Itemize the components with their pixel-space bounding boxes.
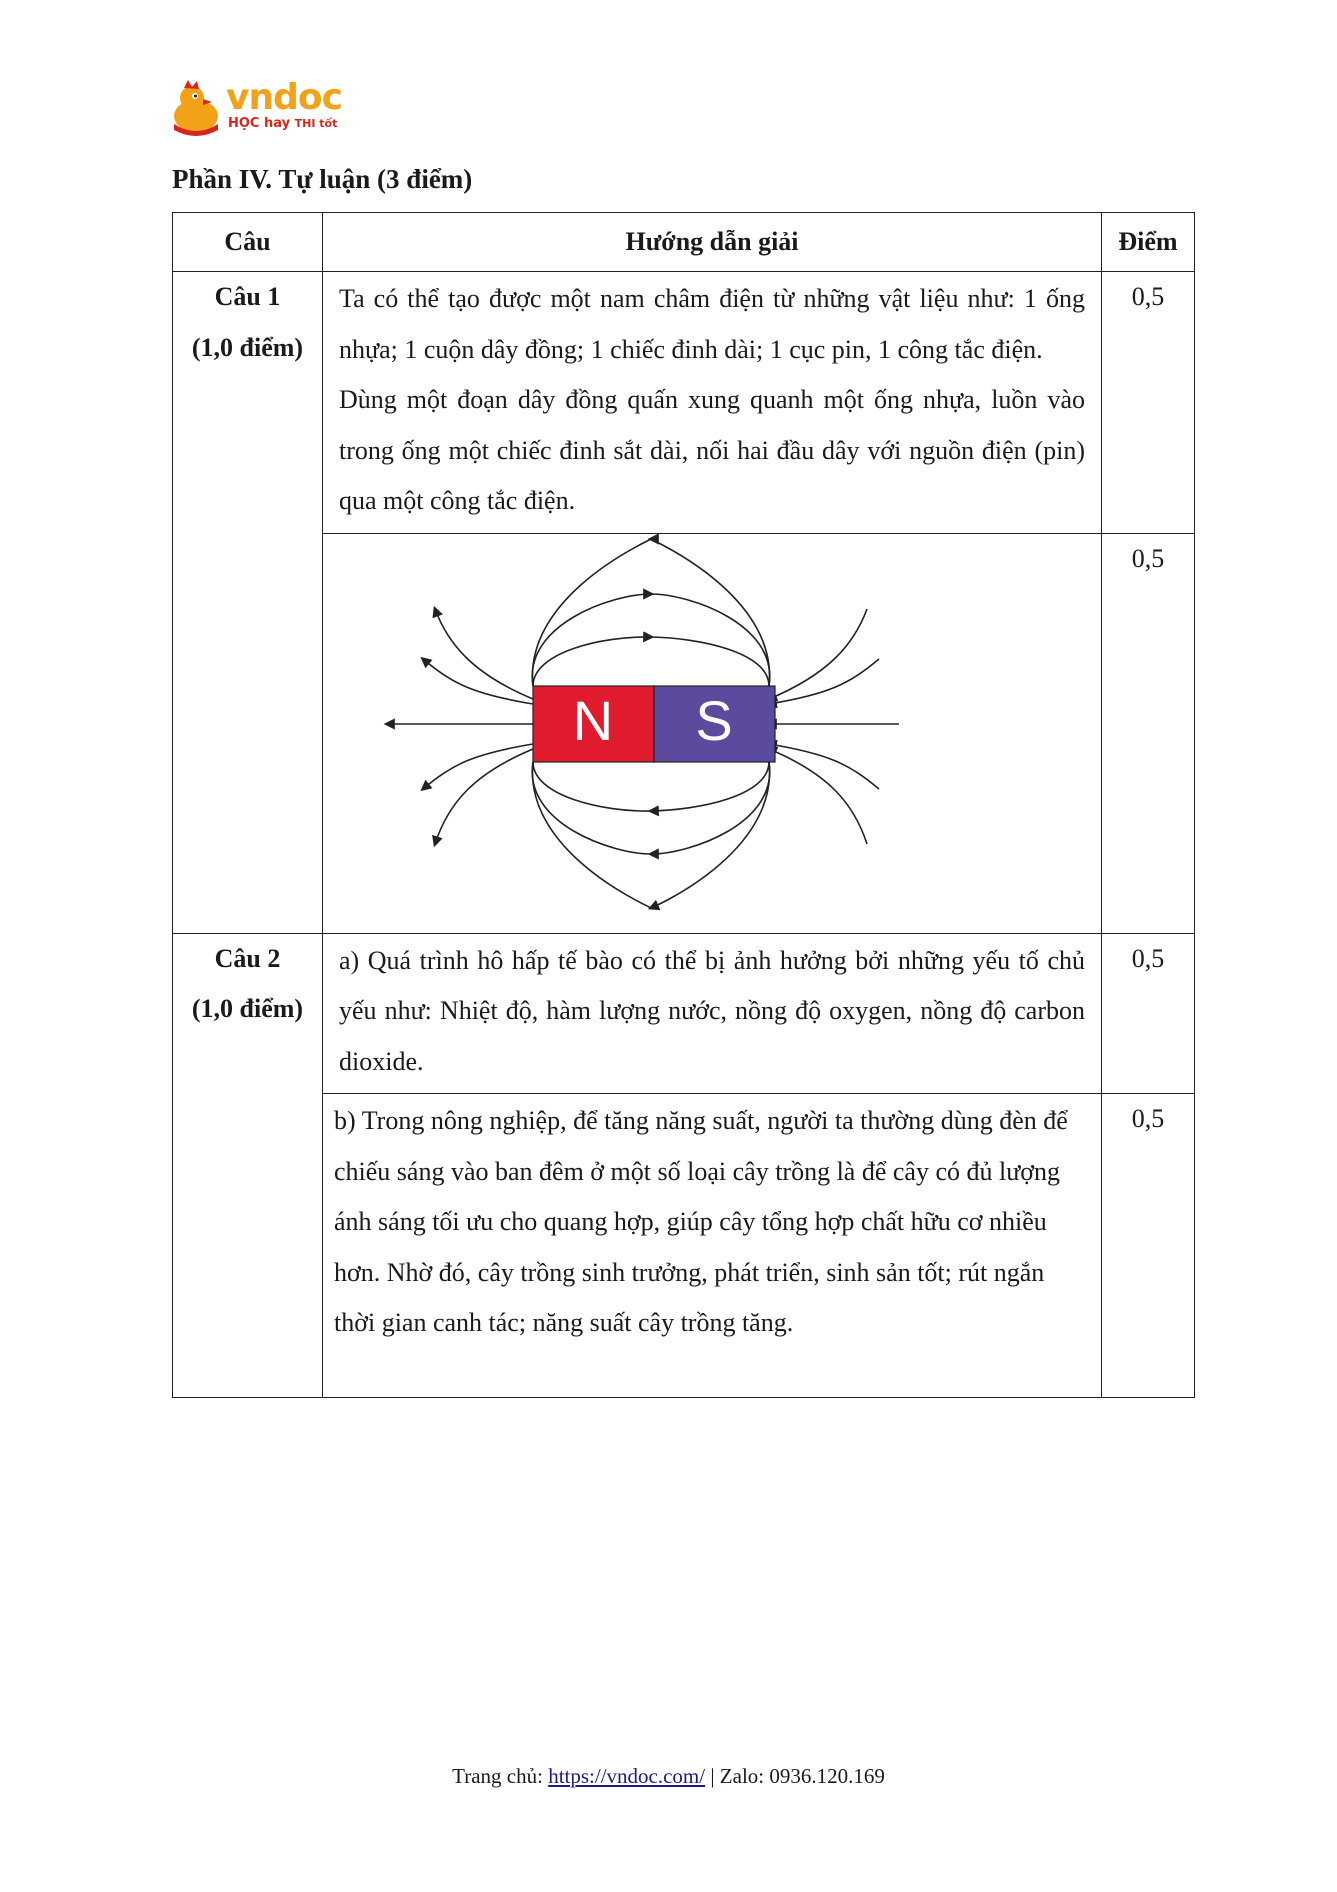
q2-row-b xyxy=(173,1094,1195,1398)
magnet-figure-cell xyxy=(323,533,1102,933)
section-title: Phần IV. Tự luận (3 điểm) xyxy=(172,164,473,194)
q1-answer-cell xyxy=(323,272,1102,534)
header-points: Điểm xyxy=(1102,213,1195,272)
magnetic-field-diagram xyxy=(323,534,1101,933)
q2-points-a: 0,5 xyxy=(1102,933,1195,1094)
q1-points-b: 0,5 xyxy=(1102,533,1195,933)
page-footer xyxy=(0,1763,1337,1789)
table-header-row xyxy=(173,213,1195,272)
vndoc-logo[interactable] xyxy=(170,78,350,138)
magnet-south-label: S xyxy=(695,688,733,752)
q2-points-total: (1,0 điểm) xyxy=(191,994,304,1023)
logo-tagline-tail: THI tốt xyxy=(294,117,338,130)
footer-prefix: Trang chủ: xyxy=(452,1764,549,1788)
logo-tagline-main: HỌC hay xyxy=(228,116,291,131)
q1-row-a xyxy=(173,272,1195,534)
q2-answer-a: a) Quá trình hô hấp tế bào có thể bị ảnh hưởng bởi những yếu tố chủ yếu như: Nhiệt độ, hàm lượng nước, nồng độ oxygen, nồng độ carbon dioxide. xyxy=(323,933,1102,1094)
q1-points-a: 0,5 xyxy=(1102,272,1195,534)
answer-table xyxy=(172,212,1195,1398)
q2-label-cell xyxy=(173,933,323,1398)
logo-tagline xyxy=(228,116,337,132)
mascot-icon xyxy=(170,80,222,136)
q1-label-cell xyxy=(173,272,323,934)
q1-answer-p2: Dùng một đoạn dây đồng quấn xung quanh một ống nhựa, luồn vào trong ống một chiếc đinh sắt dài, nối hai đầu dây với nguồn điện (pin) qua một công tắc điện. xyxy=(339,385,1085,515)
header-question: Câu xyxy=(173,213,323,272)
q1-answer-p1: Ta có thể tạo được một nam châm điện từ những vật liệu như: 1 ống nhựa; 1 cuộn dây đồng; 1 chiếc đinh dài; 1 cục pin, 1 công tắc điện. xyxy=(339,284,1085,364)
q1-label: Câu 1 xyxy=(214,282,281,311)
logo-brand: vndoc xyxy=(226,77,342,118)
header-guide: Hướng dẫn giải xyxy=(323,213,1102,272)
q2-answer-b: b) Trong nông nghiệp, để tăng năng suất, người ta thường dùng đèn để chiếu sáng vào ban đêm ở một số loại cây trồng là để cây có đủ lượng ánh sáng tối ưu cho quang hợp, giúp cây tổng hợp chất hữu cơ nhiều hơn. Nhờ đó, cây trồng sinh trưởng, phát triển, sinh sản tốt; rút ngắn thời gian canh tác; năng suất cây trồng tăng. xyxy=(323,1094,1102,1398)
q2-points-b: 0,5 xyxy=(1102,1094,1195,1398)
q1-row-b xyxy=(173,533,1195,933)
magnet-north-label: N xyxy=(572,688,614,752)
q2-label: Câu 2 xyxy=(214,943,281,973)
homepage-link[interactable]: https://vndoc.com/ xyxy=(548,1764,706,1788)
q2-row-a xyxy=(173,933,1195,1094)
footer-suffix: | Zalo: 0936.120.169 xyxy=(705,1764,885,1788)
q1-points-total: (1,0 điểm) xyxy=(191,332,304,362)
